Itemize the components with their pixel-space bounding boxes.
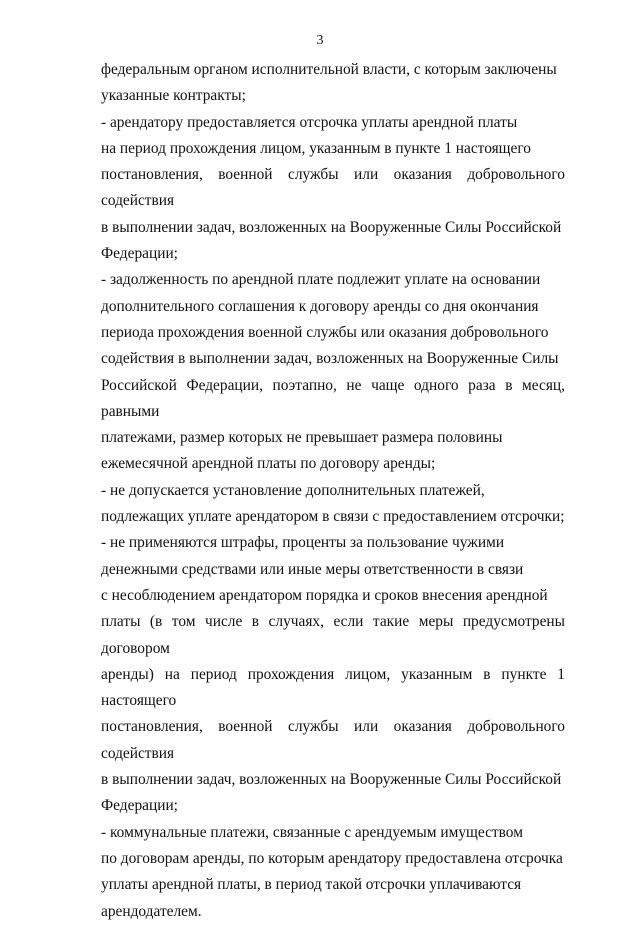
paragraph-utility-payments: - коммунальные платежи, связанные с арендуемым имуществом по договорам аренды, по которым арендатору предоставлена отсрочка уплаты арендной платы, в период такой отсрочки уплачиваются арендодателем. (101, 823, 563, 920)
paragraph-no-penalties: - не применяются штрафы, проценты за пользование чужими денежными средствами или иные меры ответственности в связи с несоблюдением арендатором порядка и сроков внесения арендной платы (в том числе в случаях, если такие меры предусмотрены договором аренды) на период прохождения лицом, указанным в пункте 1 настоящего постановления, военной службы или оказания добровольного содействия в выполнении задач, возложенных на Вооруженные Силы Российской Федерации; (101, 534, 565, 815)
page-number: 3 (316, 33, 324, 48)
document-body (101, 57, 565, 925)
paragraph-debt-repayment: - задолженность по арендной плате подлежит уплате на основании дополнительного соглашения к договору аренды со дня окончания периода прохождения военной службы или оказания добровольного содействия в выполнении задач, возложенных на Вооруженные Силы Российской Федерации, поэтапно, не чаще одного раза в месяц, равными платежами, размер которых не превышает размера половины ежемесячной арендной платы по договору аренды; (101, 271, 565, 473)
paragraph-intro-continuation: федеральным органом исполнительной власти, с которым заключены указанные контракты; (101, 61, 557, 105)
paragraph-deferral-granted: - арендатору предоставляется отсрочка уплаты арендной платы на период прохождения лицом, указанным в пункте 1 настоящего постановления, военной службы или оказания добровольного содействия в выполнении задач, возложенных на Вооруженные Силы Российской Федерации; (101, 113, 565, 263)
paragraph-no-additional-payments: - не допускается установление дополнительных платежей, подлежащих уплате арендатором в связи с предоставлением отсрочки; (101, 481, 565, 526)
